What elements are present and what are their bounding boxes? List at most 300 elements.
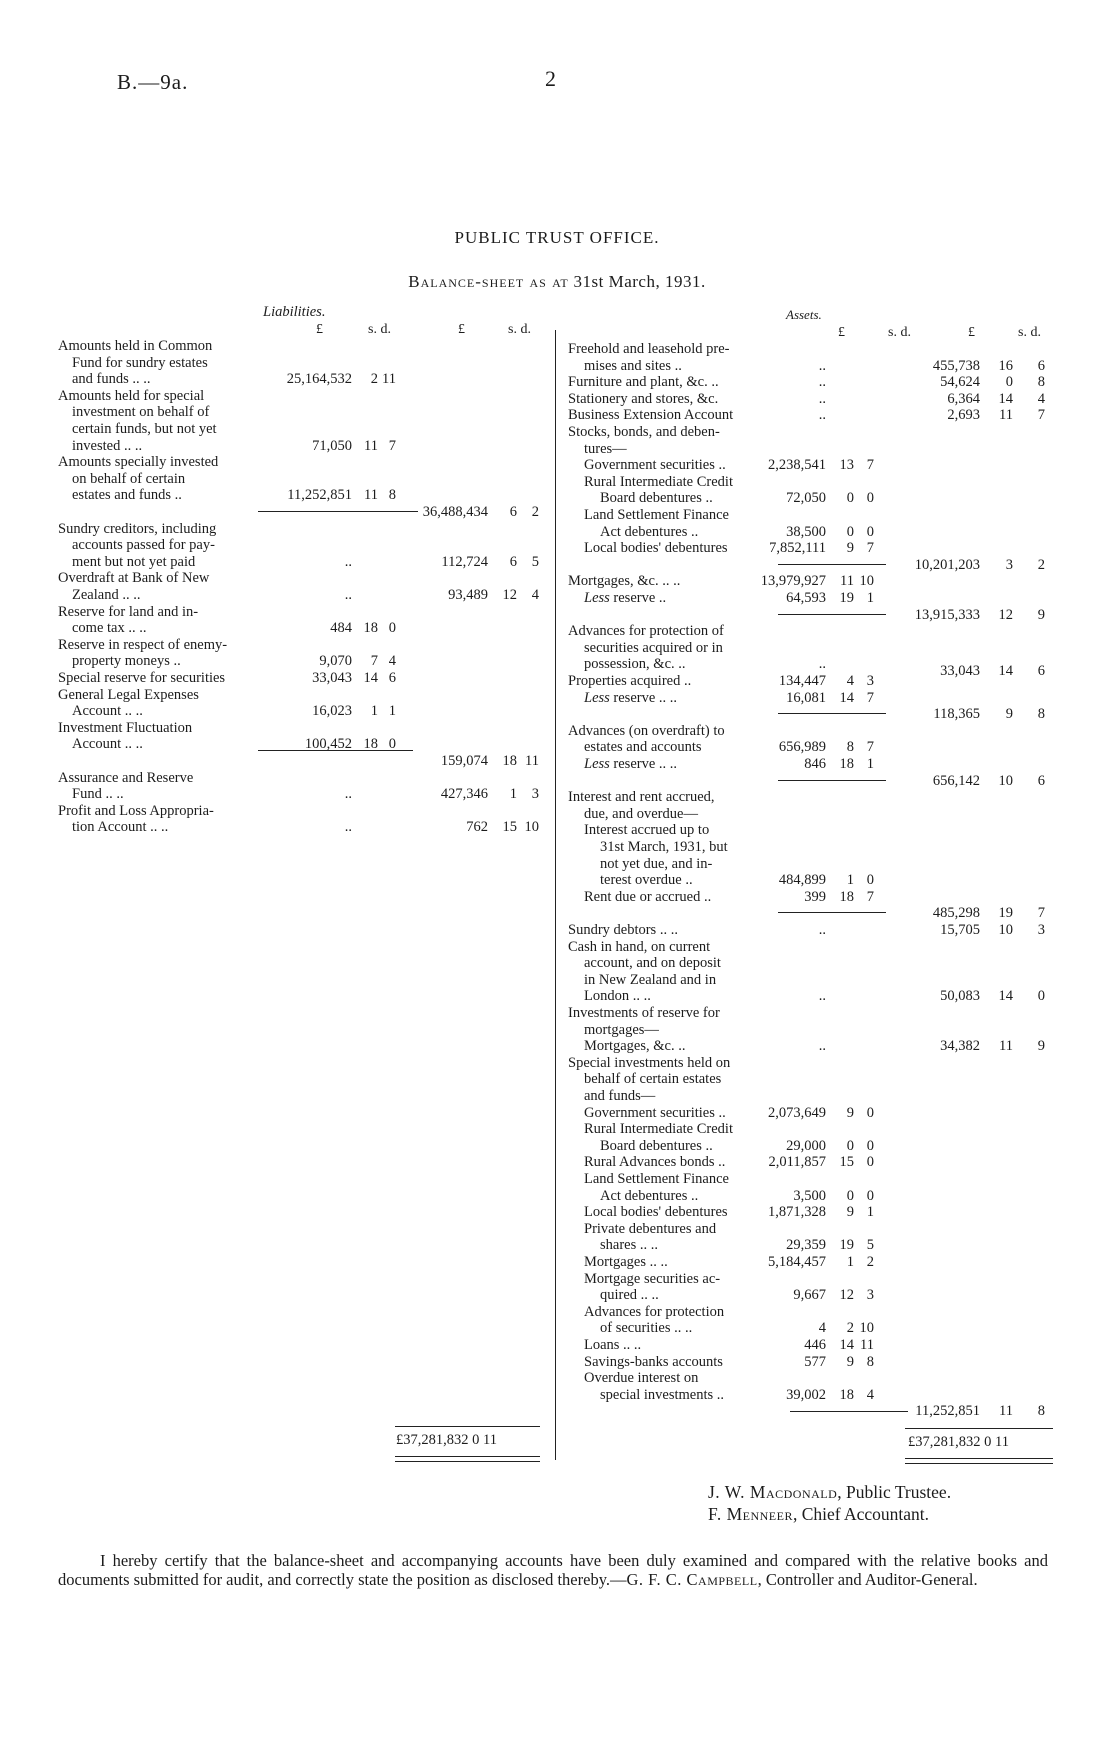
assets-row-label: Mortgages, &c. .. xyxy=(584,1038,686,1055)
assets-row-label: Local bodies' debentures xyxy=(584,1204,728,1221)
signatory-name: F. Menneer xyxy=(708,1504,793,1524)
liabilities-heading: Liabilities. xyxy=(263,304,326,320)
assets-amount-a3: 1 xyxy=(866,756,874,772)
assets-row xyxy=(568,756,1068,773)
assets-row-label: Act debentures .. xyxy=(600,1187,699,1204)
liabilities-amount-b1: 427,346 xyxy=(440,786,488,803)
liabilities-pound-header-2: £ xyxy=(458,322,465,337)
assets-row-label: Cash in hand, on current xyxy=(568,938,711,955)
assets-amount-a1: 399 xyxy=(804,888,826,905)
assets-sd-header-1: s. d. xyxy=(888,325,911,340)
assets-row-label: in New Zealand and in xyxy=(584,971,717,988)
liabilities-amount-a2: 1 xyxy=(370,703,378,720)
assets-row xyxy=(568,391,1068,408)
liabilities-subtotal-rule xyxy=(258,511,418,512)
assets-amount-b2: 11 xyxy=(999,1038,1013,1055)
liabilities-row xyxy=(58,521,548,538)
assets-amount-b3: 8 xyxy=(1037,374,1045,391)
assets-row-label: Stocks, bonds, and deben- xyxy=(568,424,720,440)
liabilities-amount-a1: 71,050 xyxy=(312,437,352,454)
assets-amount-a1: .. xyxy=(818,407,826,424)
assets-amount-a2: 19 xyxy=(839,1237,854,1254)
assets-row xyxy=(568,739,1068,756)
liabilities-sd-header-1: s. d. xyxy=(368,322,391,337)
assets-amount-a1: 3,500 xyxy=(793,1187,826,1204)
page-title: PUBLIC TRUST OFFICE. xyxy=(454,228,660,247)
assets-amount-a2: 0 xyxy=(846,1187,854,1204)
liabilities-row-label: investment on behalf of xyxy=(72,404,210,421)
subtitle-date: 31st March, 1931. xyxy=(573,272,706,291)
assets-amount-a2: 9 xyxy=(846,540,854,557)
liabilities-row-label: Amounts held for special xyxy=(58,387,205,404)
assets-amount-a3: 0 xyxy=(866,1137,874,1154)
assets-amount-b1: 656,142 xyxy=(932,772,980,789)
assets-row-label: Mortgages, &c. .. .. xyxy=(568,573,681,590)
assets-amount-a2: 14 xyxy=(839,689,854,706)
assets-amount-a1: 484,899 xyxy=(778,872,826,889)
liabilities-row-label: Fund .. .. xyxy=(72,786,124,803)
liabilities-amount-a1: .. xyxy=(344,587,352,603)
liabilities-row-label: Investment Fluctuation xyxy=(58,719,193,736)
liabilities-amount-a3: 11 xyxy=(382,371,396,388)
signatory-title: , Chief Accountant. xyxy=(792,1504,930,1524)
assets-amount-a3: 0 xyxy=(866,1154,874,1171)
assets-amount-b1: 34,382 xyxy=(940,1038,980,1055)
assets-row xyxy=(568,1237,1068,1254)
assets-amount-b3: 6 xyxy=(1037,663,1045,679)
assets-row xyxy=(568,441,1068,458)
assets-row-label: shares .. .. xyxy=(600,1237,658,1254)
liabilities-amount-a3: 0 xyxy=(388,736,396,753)
assets-row-label: securities acquired or in xyxy=(584,639,723,656)
assets-row-label: due, and overdue— xyxy=(584,805,698,822)
assets-row xyxy=(568,524,1068,541)
liabilities-amount-b3: 10 xyxy=(524,819,539,836)
assets-amount-b1: 6,364 xyxy=(947,390,980,407)
liabilities-amount-b1: 762 xyxy=(466,819,488,836)
assets-amount-b3: 8 xyxy=(1037,706,1045,723)
assets-amount-b1: 13,915,333 xyxy=(914,606,980,623)
assets-amount-a2: 0 xyxy=(846,1137,854,1154)
liabilities-row xyxy=(58,687,548,704)
assets-row xyxy=(568,1138,1068,1155)
liabilities-row-label: Sundry creditors, including xyxy=(58,520,217,537)
document-reference: B.—9a. xyxy=(117,70,189,94)
assets-row-label: Business Extension Account xyxy=(568,407,734,424)
liabilities-row-label: Amounts held in Common xyxy=(58,338,213,354)
liabilities-row xyxy=(58,786,548,803)
liabilities-row-label: property moneys .. xyxy=(72,653,181,670)
assets-amount-a1: 13,979,927 xyxy=(760,573,826,590)
assets-amount-b2: 12 xyxy=(998,606,1013,623)
assets-amount-b2: 19 xyxy=(998,905,1013,922)
liabilities-amount-b3: 3 xyxy=(531,786,539,803)
assets-amount-b1: 50,083 xyxy=(940,988,980,1005)
assets-row-label: Interest accrued up to xyxy=(584,822,710,839)
assets-row xyxy=(568,341,1068,358)
liabilities-row-label: Profit and Loss Appropria- xyxy=(58,802,214,819)
assets-amount-a1: 656,989 xyxy=(778,739,826,756)
assets-amount-a3: 3 xyxy=(866,673,874,689)
signature-public-trustee xyxy=(708,1482,951,1503)
assets-row-label: Overdue interest on xyxy=(584,1370,699,1387)
liabilities-row xyxy=(58,753,548,770)
liabilities-row xyxy=(58,604,548,621)
assets-row-label: Less reserve .. .. xyxy=(584,756,678,772)
assets-row xyxy=(568,922,1068,939)
assets-row xyxy=(568,374,1068,391)
assets-amount-a1: 72,050 xyxy=(786,490,826,507)
assets-amount-a2: 18 xyxy=(839,756,854,772)
assets-amount-b1: 2,693 xyxy=(947,407,980,424)
liabilities-amount-b1: 159,074 xyxy=(440,753,488,769)
assets-row xyxy=(568,1204,1068,1221)
assets-amount-a3: 3 xyxy=(866,1287,874,1304)
assets-heading: Assets. xyxy=(786,307,822,322)
assets-amount-b3: 6 xyxy=(1037,357,1045,374)
assets-row-label: terest overdue .. xyxy=(600,872,693,889)
liabilities-row xyxy=(58,587,548,604)
liabilities-amount-b3: 2 xyxy=(531,504,539,520)
liabilities-row-label: accounts passed for pay- xyxy=(72,537,215,554)
assets-row xyxy=(568,1154,1068,1171)
assets-amount-a1: .. xyxy=(818,357,826,374)
liabilities-row-label: tion Account .. .. xyxy=(72,819,169,836)
assets-amount-b2: 3 xyxy=(1005,556,1013,573)
assets-row xyxy=(568,457,1068,474)
liabilities-row-label: Reserve for land and in- xyxy=(58,603,199,620)
assets-amount-a3: 1 xyxy=(866,590,874,606)
assets-row-label: Less reserve .. xyxy=(584,590,667,606)
assets-row xyxy=(568,540,1068,557)
assets-amount-b3: 7 xyxy=(1037,905,1045,922)
liabilities-row-label: Assurance and Reserve xyxy=(58,769,194,786)
assets-row-label: Board debentures .. xyxy=(600,490,713,507)
assets-amount-a2: 0 xyxy=(846,523,854,540)
assets-row xyxy=(568,1287,1068,1304)
assets-amount-a1: 577 xyxy=(804,1353,826,1370)
liabilities-amount-a2: 7 xyxy=(370,653,378,670)
liabilities-row xyxy=(58,819,548,836)
liabilities-row-label: Account .. .. xyxy=(72,736,143,753)
assets-row xyxy=(568,1188,1068,1205)
liabilities-amount-a3: 8 xyxy=(388,487,396,504)
assets-row xyxy=(568,407,1068,424)
assets-row xyxy=(568,889,1068,906)
liabilities-amount-b2: 6 xyxy=(509,504,517,520)
liabilities-row xyxy=(58,504,548,521)
liabilities-row-label: certain funds, but not yet xyxy=(72,421,217,437)
assets-row xyxy=(568,690,1068,707)
assets-row-label: Loans .. .. xyxy=(584,1337,642,1353)
assets-row xyxy=(568,905,1068,922)
assets-row-label: special investments .. xyxy=(600,1386,725,1403)
assets-row-label: Rent due or accrued .. xyxy=(584,888,712,905)
assets-row-label: Act debentures .. xyxy=(600,523,699,540)
column-divider xyxy=(555,330,556,1460)
assets-amount-b2: 9 xyxy=(1005,706,1013,723)
assets-row-label: Properties acquired .. xyxy=(568,673,692,689)
assets-row-label: Special investments held on xyxy=(568,1054,731,1071)
assets-row-label: Land Settlement Finance xyxy=(584,507,729,523)
liabilities-row xyxy=(58,438,548,455)
assets-amount-a1: 1,871,328 xyxy=(768,1204,826,1221)
liabilities-row-label: Zealand .. .. xyxy=(72,587,141,603)
liabilities-row xyxy=(58,454,548,471)
assets-amount-b3: 7 xyxy=(1037,407,1045,424)
assets-pound-header-1: £ xyxy=(838,325,845,340)
assets-amount-b2: 11 xyxy=(999,407,1013,424)
liabilities-amount-a1: .. xyxy=(344,553,352,570)
liabilities-row xyxy=(58,620,548,637)
assets-row-label: Rural Intermediate Credit xyxy=(584,473,733,490)
liabilities-row xyxy=(58,471,548,488)
assets-row-label: Advances (on overdraft) to xyxy=(568,722,725,739)
liabilities-row xyxy=(58,554,548,571)
signatory-title: , Public Trustee. xyxy=(837,1482,952,1502)
liabilities-amount-a1: 100,452 xyxy=(304,736,352,753)
assets-amount-a3: 7 xyxy=(866,888,874,905)
assets-amount-a2: 9 xyxy=(846,1353,854,1370)
assets-amount-b1: 10,201,203 xyxy=(914,556,980,573)
assets-row-label: 31st March, 1931, but xyxy=(600,839,728,855)
assets-total-rule xyxy=(905,1428,1053,1429)
assets-amount-a3: 5 xyxy=(866,1237,874,1254)
assets-amount-b2: 14 xyxy=(998,390,1013,407)
assets-amount-a1: 2,073,649 xyxy=(768,1104,826,1121)
liabilities-row xyxy=(58,487,548,504)
assets-row-label: Government securities .. xyxy=(584,457,726,474)
assets-amount-b3: 4 xyxy=(1037,390,1045,407)
assets-amount-a1: .. xyxy=(818,374,826,391)
page-number: 2 xyxy=(545,66,556,91)
assets-row xyxy=(568,773,1068,790)
assets-row xyxy=(568,1254,1068,1271)
assets-row-label: account, and on deposit xyxy=(584,955,721,972)
assets-amount-a2: 19 xyxy=(839,590,854,606)
liabilities-total-double-rule xyxy=(395,1456,540,1462)
liabilities-amount-a2: 18 xyxy=(363,620,378,637)
assets-amount-a3: 10 xyxy=(859,573,874,590)
liabilities-row xyxy=(58,338,548,355)
liabilities-row-label: Reserve in respect of enemy- xyxy=(58,636,228,653)
assets-row xyxy=(568,358,1068,375)
assets-amount-a1: .. xyxy=(818,390,826,407)
assets-row xyxy=(568,507,1068,524)
assets-amount-a1: .. xyxy=(818,1038,826,1055)
assets-subtotal-rule xyxy=(778,614,886,615)
assets-row xyxy=(568,839,1068,856)
liabilities-row-label: Overdraft at Bank of New xyxy=(58,570,210,587)
assets-row xyxy=(568,623,1068,640)
liabilities-amount-b3: 4 xyxy=(531,587,539,603)
assets-row xyxy=(568,806,1068,823)
liabilities-row-label: on behalf of certain xyxy=(72,470,186,487)
liabilities-row-label: invested .. .. xyxy=(72,437,143,454)
assets-subtotal-rule xyxy=(778,564,886,565)
liabilities-amount-a2: 14 xyxy=(363,670,378,686)
liabilities-total: £37,281,832 0 11 xyxy=(396,1432,497,1448)
assets-amount-b1: 118,365 xyxy=(933,706,980,723)
assets-row xyxy=(568,1038,1068,1055)
assets-row-label: behalf of certain estates xyxy=(584,1071,722,1088)
assets-row xyxy=(568,1320,1068,1337)
assets-amount-b3: 9 xyxy=(1037,1038,1045,1055)
assets-amount-b2: 0 xyxy=(1005,374,1013,391)
assets-amount-a2: 9 xyxy=(846,1104,854,1121)
liabilities-row xyxy=(58,537,548,554)
liabilities-sd-header-2: s. d. xyxy=(508,322,531,337)
page-subtitle xyxy=(0,272,1114,292)
assets-amount-a2: 14 xyxy=(839,1337,854,1353)
assets-row-label: Private debentures and xyxy=(584,1220,717,1237)
assets-amount-a3: 7 xyxy=(866,689,874,706)
assets-row-label: Freehold and leasehold pre- xyxy=(568,341,730,357)
assets-row-label: Land Settlement Finance xyxy=(584,1171,729,1187)
liabilities-amount-b3: 5 xyxy=(531,553,539,570)
liabilities-row xyxy=(58,720,548,737)
assets-amount-a1: 38,500 xyxy=(786,523,826,540)
assets-amount-a1: 9,667 xyxy=(793,1287,826,1304)
assets-subtotal-rule xyxy=(778,912,886,913)
assets-amount-b1: 33,043 xyxy=(940,663,980,679)
assets-amount-b3: 8 xyxy=(1037,1403,1045,1420)
assets-row-label: not yet due, and in- xyxy=(600,855,713,872)
assets-amount-a1: 39,002 xyxy=(786,1386,826,1403)
liabilities-row-label: ment but not yet paid xyxy=(72,553,196,570)
assets-amount-a1: 846 xyxy=(804,756,826,772)
assets-amount-b3: 0 xyxy=(1037,988,1045,1005)
assets-row xyxy=(568,872,1068,889)
liabilities-amount-b2: 1 xyxy=(509,786,517,803)
assets-amount-a3: 7 xyxy=(866,739,874,756)
certificate-signer-title: , Controller and Auditor-General. xyxy=(757,1570,978,1589)
assets-row xyxy=(568,1337,1068,1354)
assets-row xyxy=(568,972,1068,989)
assets-amount-a1: 7,852,111 xyxy=(769,540,826,557)
assets-amount-a1: 446 xyxy=(804,1337,826,1353)
assets-amount-a3: 1 xyxy=(866,1204,874,1221)
assets-amount-a2: 18 xyxy=(839,1386,854,1403)
assets-sd-header-2: s. d. xyxy=(1018,325,1041,340)
assets-row xyxy=(568,1304,1068,1321)
assets-amount-a3: 10 xyxy=(859,1320,874,1337)
liabilities-amount-b1: 93,489 xyxy=(448,587,488,603)
subtitle-prefix: Balance-sheet as at xyxy=(408,272,569,291)
liabilities-amount-a2: 2 xyxy=(370,371,378,388)
assets-amount-a2: 2 xyxy=(846,1320,854,1337)
assets-row xyxy=(568,723,1068,740)
assets-row xyxy=(568,789,1068,806)
liabilities-amount-a1: .. xyxy=(344,786,352,803)
liabilities-row-label: Fund for sundry estates xyxy=(72,354,208,371)
liabilities-amount-a3: 0 xyxy=(388,620,396,637)
assets-subtotal-rule xyxy=(778,713,886,714)
assets-row xyxy=(568,1271,1068,1288)
certificate-signer: G. F. C. Campbell xyxy=(626,1570,758,1589)
assets-row-label: Furniture and plant, &c. .. xyxy=(568,374,719,391)
assets-row-label: Board debentures .. xyxy=(600,1137,713,1154)
assets-amount-a1: 4 xyxy=(818,1320,826,1337)
assets-row xyxy=(568,1088,1068,1105)
assets-row-label: of securities .. .. xyxy=(600,1320,693,1337)
liabilities-row xyxy=(58,637,548,654)
liabilities-total-rule xyxy=(395,1426,540,1427)
liabilities-amount-b2: 18 xyxy=(502,753,517,769)
liabilities-amount-a1: 25,164,532 xyxy=(286,371,352,388)
assets-row-label: Government securities .. xyxy=(584,1104,726,1121)
assets-row-label: Sundry debtors .. .. xyxy=(568,922,678,938)
assets-row-label: Mortgages .. .. xyxy=(584,1254,668,1270)
assets-amount-a1: 5,184,457 xyxy=(768,1254,826,1270)
assets-amount-a2: 8 xyxy=(846,739,854,756)
assets-amount-a1: 2,238,541 xyxy=(768,457,826,474)
assets-amount-a3: 11 xyxy=(860,1337,874,1353)
liabilities-pound-header-1: £ xyxy=(316,322,323,337)
assets-amount-a3: 0 xyxy=(866,1104,874,1121)
assets-amount-b2: 11 xyxy=(999,1403,1013,1420)
liabilities-amount-b2: 6 xyxy=(509,553,517,570)
liabilities-row-label: Special reserve for securities xyxy=(58,670,226,686)
liabilities-amount-a3: 7 xyxy=(388,437,396,454)
assets-amount-a3: 0 xyxy=(866,1187,874,1204)
liabilities-amount-b1: 36,488,434 xyxy=(422,504,488,520)
assets-amount-a1: 2,011,857 xyxy=(768,1154,826,1171)
assets-row xyxy=(568,939,1068,956)
assets-row-label: Stationery and stores, &c. xyxy=(568,390,719,407)
audit-certificate xyxy=(58,1551,1048,1589)
assets-row-label: Interest and rent accrued, xyxy=(568,789,715,806)
assets-row xyxy=(568,1121,1068,1138)
assets-amount-b3: 9 xyxy=(1037,606,1045,623)
liabilities-amount-a1: .. xyxy=(344,819,352,836)
assets-row xyxy=(568,955,1068,972)
assets-amount-a3: 4 xyxy=(866,1386,874,1403)
assets-amount-a3: 7 xyxy=(866,457,874,474)
assets-row xyxy=(568,706,1068,723)
assets-row xyxy=(568,1171,1068,1188)
assets-row xyxy=(568,1055,1068,1072)
liabilities-amount-a1: 9,070 xyxy=(319,653,352,670)
assets-amount-b1: 15,705 xyxy=(940,922,980,938)
assets-row xyxy=(568,1354,1068,1371)
assets-amount-a2: 9 xyxy=(846,1204,854,1221)
assets-row-label: Advances for protection of xyxy=(568,623,724,640)
assets-row xyxy=(568,1370,1068,1387)
assets-amount-a2: 11 xyxy=(840,573,854,590)
assets-amount-a2: 1 xyxy=(846,872,854,889)
assets-row xyxy=(568,988,1068,1005)
assets-row-label: and funds— xyxy=(584,1088,656,1104)
assets-row xyxy=(568,1221,1068,1238)
assets-amount-b3: 6 xyxy=(1037,772,1045,789)
assets-row-label: tures— xyxy=(584,440,627,457)
assets-row xyxy=(568,590,1068,607)
assets-pound-header-2: £ xyxy=(968,325,975,340)
assets-subtotal-rule xyxy=(778,780,886,781)
assets-amount-a3: 0 xyxy=(866,490,874,507)
assets-row-label: Less reserve .. .. xyxy=(584,689,678,706)
assets-row xyxy=(568,607,1068,624)
assets-subtotal-rule xyxy=(790,1411,908,1412)
liabilities-amount-a1: 11,252,851 xyxy=(287,487,352,504)
assets-amount-b2: 14 xyxy=(998,988,1013,1005)
assets-amount-a1: .. xyxy=(818,656,826,673)
liabilities-amount-a1: 484 xyxy=(330,620,352,637)
liabilities-row xyxy=(58,570,548,587)
assets-amount-a1: 64,593 xyxy=(786,590,826,606)
assets-row xyxy=(568,1071,1068,1088)
